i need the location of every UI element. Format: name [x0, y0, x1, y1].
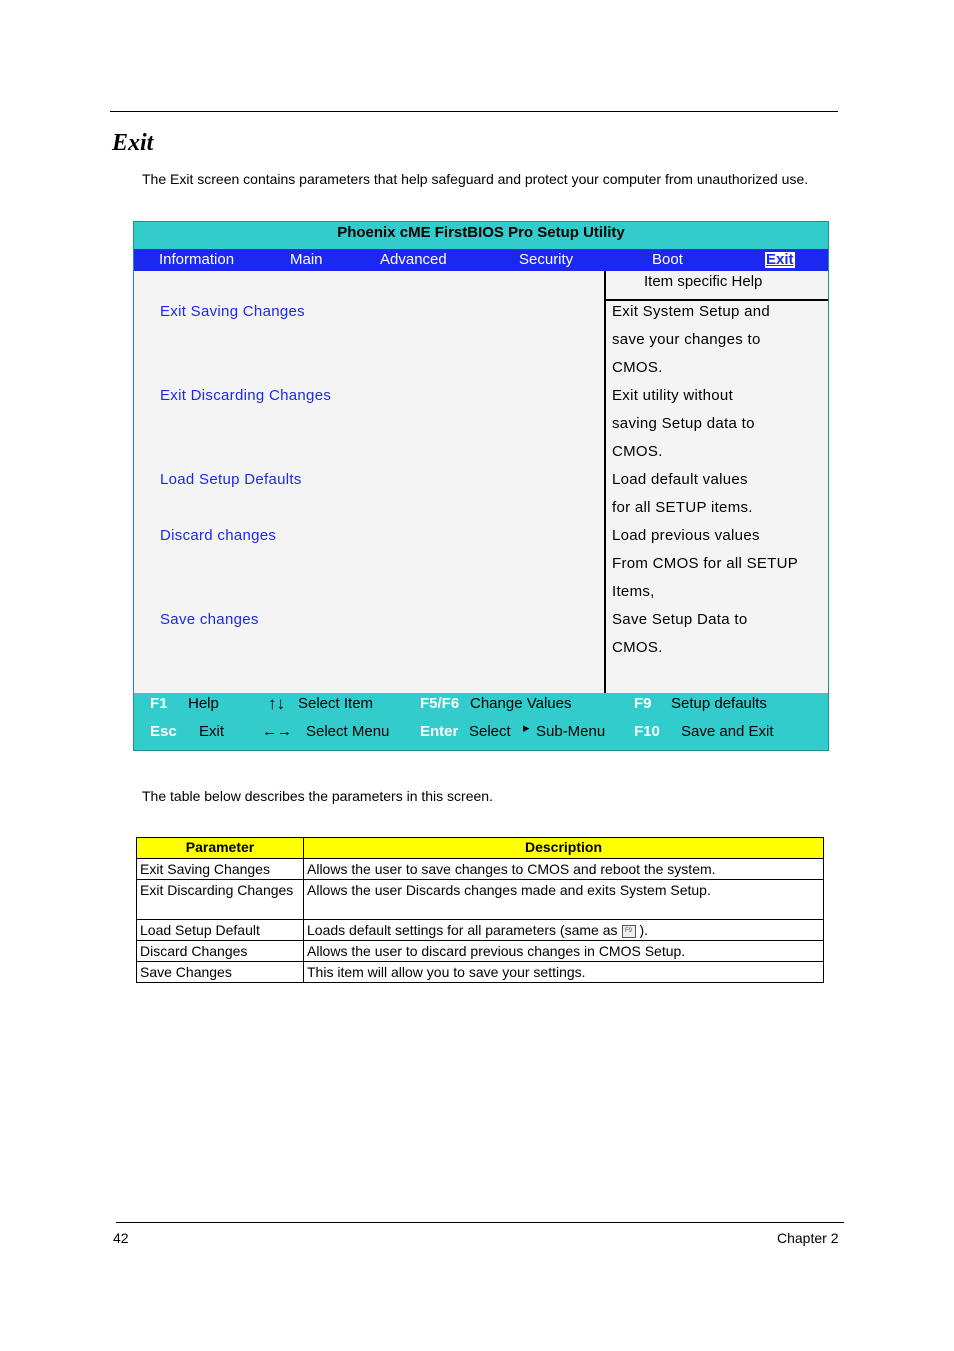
bios-menu-bar	[134, 249, 828, 271]
menu-boot[interactable]: Boot	[652, 251, 683, 268]
help-line: Exit System Setup and	[612, 303, 771, 320]
header-parameter: Parameter	[137, 838, 304, 859]
menu-security[interactable]: Security	[519, 251, 574, 268]
help-line: Save Setup Data to	[612, 611, 748, 628]
table-row	[137, 920, 824, 941]
menu-advanced[interactable]: Advanced	[380, 251, 447, 268]
page-number: 42	[113, 1230, 129, 1246]
left-right-arrows-icon: ←→	[262, 723, 292, 740]
select-menu-label: Select Menu	[306, 723, 390, 740]
bios-key-legend	[134, 693, 828, 750]
help-line: saving Setup data to	[612, 415, 755, 432]
help-line: for all SETUP items.	[612, 499, 753, 516]
save-and-exit-label: Save and Exit	[681, 723, 774, 740]
bios-item-save-changes[interactable]: Save changes	[160, 611, 259, 628]
key-f1-label: Help	[188, 695, 219, 712]
key-enter: Enter	[420, 723, 459, 740]
bios-item-exit-discarding[interactable]: Exit Discarding Changes	[160, 387, 332, 404]
help-title-rule	[605, 299, 828, 301]
bios-screen	[133, 221, 829, 751]
select-item-label: Select Item	[298, 695, 374, 712]
help-line: save your changes to	[612, 331, 761, 348]
help-line: Load previous values	[612, 527, 760, 544]
header-description: Description	[304, 838, 824, 859]
param-name: Load Setup Default	[137, 920, 304, 941]
section-title: Exit	[112, 130, 154, 156]
key-f1: F1	[150, 695, 168, 712]
bios-title: Phoenix cME FirstBIOS Pro Setup Utility	[134, 222, 828, 249]
param-description-tail: ).	[639, 922, 649, 938]
f9-key-icon: F9	[622, 925, 636, 938]
intro-text: The Exit screen contains parameters that help safeguard and protect your computer from unauthorized use.	[142, 171, 809, 187]
table-intro-text: The table below describes the parameters in this screen.	[142, 788, 493, 804]
param-name: Exit Discarding Changes	[137, 880, 304, 920]
bios-item-exit-saving[interactable]: Exit Saving Changes	[160, 303, 305, 320]
table-header-row	[137, 838, 824, 859]
select-label: Select	[469, 723, 511, 740]
help-line: CMOS.	[612, 443, 663, 460]
setup-defaults-label: Setup defaults	[671, 695, 767, 712]
help-line: CMOS.	[612, 639, 663, 656]
sub-menu-label: Sub-Menu	[536, 723, 606, 740]
param-description: Allows the user to discard previous changes in CMOS Setup.	[304, 941, 824, 962]
key-f10: F10	[634, 723, 660, 740]
up-down-arrows-icon: ↑↓	[268, 694, 285, 713]
param-description: This item will allow you to save your settings.	[304, 962, 824, 983]
param-description	[304, 920, 824, 941]
footer-rule	[116, 1222, 844, 1223]
help-title: Item specific Help	[644, 273, 763, 290]
key-esc-label: Exit	[199, 723, 225, 740]
param-name: Save Changes	[137, 962, 304, 983]
table-row	[137, 859, 824, 880]
menu-main[interactable]: Main	[290, 251, 323, 268]
menu-exit[interactable]: Exit	[766, 251, 794, 268]
param-description: Allows the user to save changes to CMOS and reboot the system.	[304, 859, 824, 880]
menu-information[interactable]: Information	[159, 251, 235, 268]
chapter-label: Chapter 2	[777, 1230, 839, 1246]
help-line: Load default values	[612, 471, 748, 488]
submenu-arrow-icon: ▸	[523, 720, 530, 735]
table-row	[137, 962, 824, 983]
help-line: From CMOS for all SETUP	[612, 555, 799, 572]
top-rule	[110, 111, 838, 112]
param-description-text: Loads default settings for all parameters (same as	[307, 922, 618, 938]
key-f5-f6: F5/F6	[420, 695, 460, 712]
table-row	[137, 880, 824, 920]
key-esc: Esc	[150, 723, 177, 740]
bios-item-discard-changes[interactable]: Discard changes	[160, 527, 277, 544]
parameters-table	[136, 837, 824, 983]
table-row	[137, 941, 824, 962]
help-divider	[604, 271, 606, 693]
param-name: Discard Changes	[137, 941, 304, 962]
change-values-label: Change Values	[470, 695, 572, 712]
help-line: CMOS.	[612, 359, 663, 376]
param-name: Exit Saving Changes	[137, 859, 304, 880]
help-line: Items,	[612, 583, 655, 600]
bios-item-load-defaults[interactable]: Load Setup Defaults	[160, 471, 302, 488]
help-line: Exit utility without	[612, 387, 734, 404]
key-f9: F9	[634, 695, 652, 712]
param-description: Allows the user Discards changes made and exits System Setup.	[304, 880, 824, 920]
